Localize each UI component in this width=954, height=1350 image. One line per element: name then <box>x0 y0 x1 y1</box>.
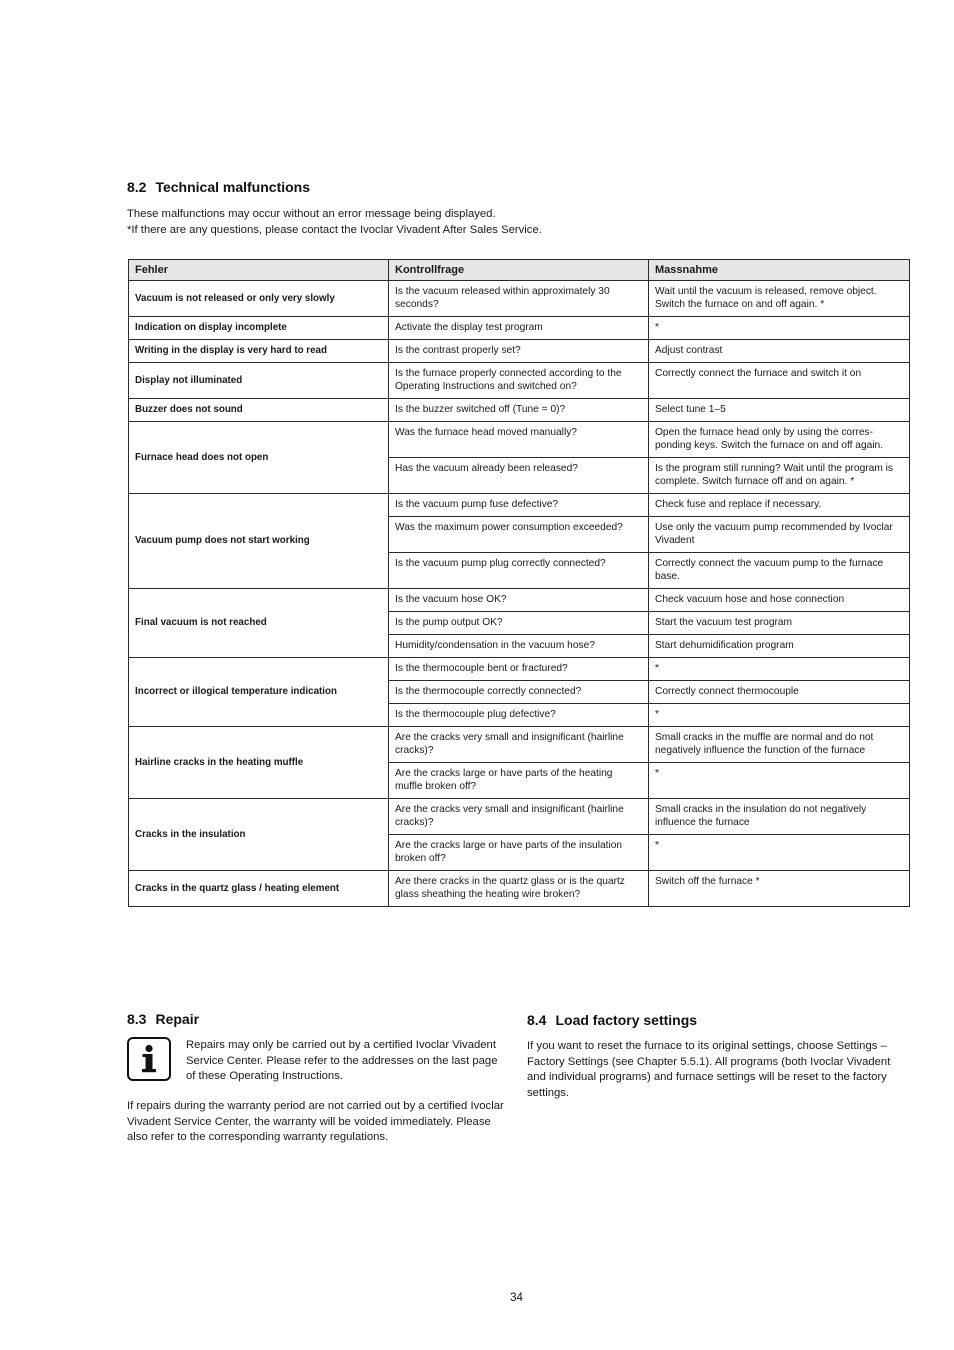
action-cell: Is the program still running? Wait until the program is complete. Switch furnace off and on again. * <box>649 458 910 494</box>
action-cell: Use only the vacuum pump recommended by Ivoclar Vivadent <box>649 517 910 553</box>
action-cell: Small cracks in the insulation do not negatively influence the furnace <box>649 799 910 835</box>
check-cell: Is the vacuum pump fuse defective? <box>389 494 649 517</box>
check-cell: Was the maximum power consumption exceeded? <box>389 517 649 553</box>
check-cell: Is the vacuum released within approximately 30 seconds? <box>389 281 649 317</box>
table-row <box>129 340 910 363</box>
table-row <box>129 494 910 517</box>
malfunctions-table <box>128 259 910 907</box>
action-cell: * <box>649 704 910 727</box>
check-cell: Is the thermocouple correctly connected? <box>389 681 649 704</box>
check-cell: Is the vacuum pump plug correctly connected? <box>389 553 649 589</box>
action-cell: Start dehumidification program <box>649 635 910 658</box>
repair-note <box>186 1038 504 1085</box>
action-cell: Check vacuum hose and hose connection <box>649 589 910 612</box>
check-cell: Was the furnace head moved manually? <box>389 422 649 458</box>
action-cell: Correctly connect the furnace and switch it on <box>649 363 910 399</box>
section-title: Technical malfunctions <box>155 179 311 195</box>
action-cell: * <box>649 763 910 799</box>
action-cell: * <box>649 835 910 871</box>
action-cell: Start the vacuum test program <box>649 612 910 635</box>
action-cell: Check fuse and replace if necessary. <box>649 494 910 517</box>
check-cell: Is the pump output OK? <box>389 612 649 635</box>
check-cell: Are there cracks in the quartz glass or is the quartz glass sheathing the heating wire broken? <box>389 871 649 907</box>
check-cell: Are the cracks large or have parts of the heating muffle broken off? <box>389 763 649 799</box>
section-title: Repair <box>155 1011 200 1027</box>
check-cell: Is the vacuum hose OK? <box>389 589 649 612</box>
factory-settings-text: If you want to reset the furnace to its original settings, choose Settings – Factory Settings (see Chapter 5.5.1). All programs (both Ivoclar Vivadent and individual programs) and furnace settings will be reset to the factory settings. <box>527 1040 891 1099</box>
fault-cell: Display not illuminated <box>129 363 389 399</box>
table-row <box>129 363 910 399</box>
section-8-2-intro <box>127 206 907 238</box>
info-glyph <box>129 1039 169 1079</box>
action-cell: Wait until the vacuum is released, remove object. Switch the furnace on and off again. * <box>649 281 910 317</box>
action-cell: Correctly connect thermocouple <box>649 681 910 704</box>
action-cell: Select tune 1–5 <box>649 399 910 422</box>
action-cell: Open the furnace head only by using the corres-ponding keys. Switch the furnace on and off again. <box>649 422 910 458</box>
check-cell: Is the furnace properly connected according to the Operating Instructions and switched on? <box>389 363 649 399</box>
fault-cell: Furnace head does not open <box>129 422 389 494</box>
section-number: 8.3 <box>127 1011 147 1027</box>
info-icon <box>127 1037 171 1081</box>
fault-cell: Incorrect or illogical temperature indication <box>129 658 389 727</box>
section-number: 8.4 <box>527 1012 547 1028</box>
page-number: 34 <box>510 1292 523 1304</box>
section-8-4-heading <box>527 1012 697 1028</box>
table-row <box>129 799 910 835</box>
repair-note-text: Repairs may only be carried out by a certified Ivoclar Vivadent Service Center. Please refer to the addresses on the last page of these Operating Instructions. <box>186 1039 498 1082</box>
column-header-fault: Fehler <box>129 260 389 281</box>
table-row <box>129 589 910 612</box>
repair-body-text: If repairs during the warranty period are not carried out by a certified Ivoclar Vivadent Service Center, the warranty will be voided immediately. Please also refer to the corresponding warranty regulations. <box>127 1100 504 1143</box>
table-row <box>129 727 910 763</box>
check-cell: Are the cracks very small and insignificant (hairline cracks)? <box>389 799 649 835</box>
fault-cell: Final vacuum is not reached <box>129 589 389 658</box>
intro-line: *If there are any questions, please contact the Ivoclar Vivadent After Sales Service. <box>127 224 542 236</box>
action-cell: Adjust contrast <box>649 340 910 363</box>
check-cell: Activate the display test program <box>389 317 649 340</box>
table-row <box>129 317 910 340</box>
fault-cell: Cracks in the insulation <box>129 799 389 871</box>
table-row <box>129 399 910 422</box>
table-body <box>129 281 910 907</box>
factory-settings-body <box>527 1039 899 1101</box>
table-row <box>129 658 910 681</box>
table-row <box>129 281 910 317</box>
check-cell: Are the cracks large or have parts of the insulation broken off? <box>389 835 649 871</box>
fault-cell: Buzzer does not sound <box>129 399 389 422</box>
fault-cell: Vacuum is not released or only very slowly <box>129 281 389 317</box>
action-cell: Switch off the furnace * <box>649 871 910 907</box>
fault-cell: Indication on display incomplete <box>129 317 389 340</box>
intro-line: These malfunctions may occur without an error message being displayed. <box>127 208 496 220</box>
column-header-check: Kontrollfrage <box>389 260 649 281</box>
section-number: 8.2 <box>127 179 147 195</box>
fault-cell: Vacuum pump does not start working <box>129 494 389 589</box>
fault-cell: Writing in the display is very hard to read <box>129 340 389 363</box>
section-8-3-heading <box>127 1011 199 1027</box>
table-row <box>129 871 910 907</box>
check-cell: Humidity/condensation in the vacuum hose? <box>389 635 649 658</box>
action-cell: Small cracks in the muffle are normal and do not negatively influence the function of the furnace <box>649 727 910 763</box>
table-header-row <box>129 260 910 281</box>
action-cell: Correctly connect the vacuum pump to the furnace base. <box>649 553 910 589</box>
check-cell: Is the buzzer switched off (Tune = 0)? <box>389 399 649 422</box>
check-cell: Is the thermocouple plug defective? <box>389 704 649 727</box>
check-cell: Is the contrast properly set? <box>389 340 649 363</box>
check-cell: Is the thermocouple bent or fractured? <box>389 658 649 681</box>
section-title: Load factory settings <box>555 1012 698 1028</box>
table-row <box>129 422 910 458</box>
column-header-action: Massnahme <box>649 260 910 281</box>
check-cell: Are the cracks very small and insignificant (hairline cracks)? <box>389 727 649 763</box>
check-cell: Has the vacuum already been released? <box>389 458 649 494</box>
fault-cell: Hairline cracks in the heating muffle <box>129 727 389 799</box>
action-cell: * <box>649 317 910 340</box>
section-8-2-heading <box>127 179 310 195</box>
action-cell: * <box>649 658 910 681</box>
repair-body <box>127 1099 512 1146</box>
fault-cell: Cracks in the quartz glass / heating element <box>129 871 389 907</box>
